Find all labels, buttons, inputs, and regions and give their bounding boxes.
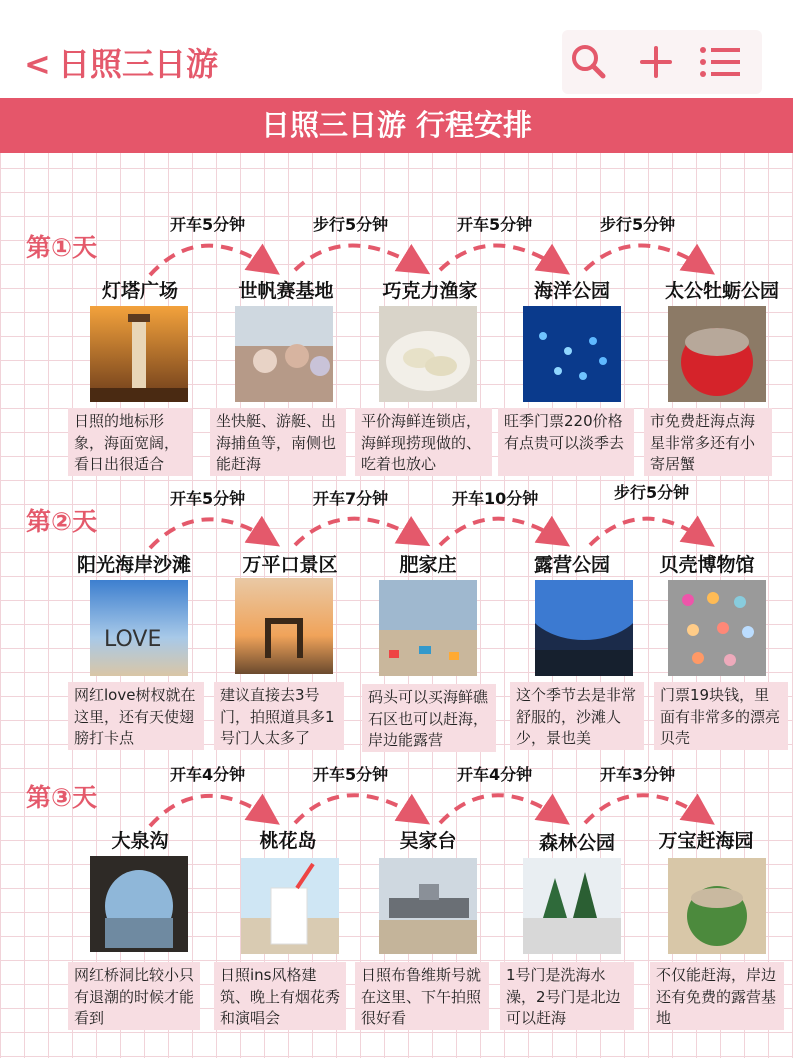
day-2-spot-1-photo[interactable] xyxy=(90,580,188,676)
day-3-spot-3-desc: 日照布鲁维斯号就在这里、下午拍照很好看 xyxy=(355,962,489,1030)
day-3-spot-2-photo[interactable] xyxy=(241,858,339,954)
day-2-spot-2-name: 万平口景区 xyxy=(242,554,338,576)
day-1-spot-3-desc: 平价海鲜连锁店，海鲜现捞现做的、吃着也放心 xyxy=(355,408,492,476)
day-2-transit-4: 步行5分钟 xyxy=(614,483,690,502)
day-1-spot-4-desc: 旺季门票220价格有点贵可以淡季去 xyxy=(498,408,634,476)
day-2-spot-1-name: 阳光海岸沙滩 xyxy=(76,554,191,576)
day-2-transit-3: 开车10分钟 xyxy=(452,489,539,508)
day-3-spot-5-name: 万宝赶海园 xyxy=(658,830,754,852)
day-3-transit-2: 开车5分钟 xyxy=(313,765,389,784)
day-2-spot-5-photo[interactable] xyxy=(668,580,766,676)
day-3-transit-1: 开车4分钟 xyxy=(170,765,246,784)
day-3-spot-3-name: 吴家台 xyxy=(399,830,457,852)
day-3-spot-3-photo[interactable] xyxy=(379,858,477,954)
day-2-spot-4-photo[interactable] xyxy=(535,580,633,676)
day-1-spot-2-desc: 坐快艇、游艇、出海捕鱼等，南侧也能赶海 xyxy=(210,408,346,476)
day-1-spot-3-photo[interactable] xyxy=(379,306,477,402)
day-2-transit-1: 开车5分钟 xyxy=(170,489,246,508)
day-1-transit-3: 开车5分钟 xyxy=(457,215,533,234)
day-3-transit-4: 开车3分钟 xyxy=(600,765,676,784)
plus-icon[interactable] xyxy=(634,42,678,82)
day-1-spot-1-desc: 日照的地标形象，海面宽阔，看日出很适合 xyxy=(68,408,192,476)
itinerary-banner xyxy=(0,98,793,153)
day-1-spot-2-name: 世帆赛基地 xyxy=(238,280,334,302)
day-3-spot-2-desc: 日照ins风格建筑、晚上有烟花秀和演唱会 xyxy=(214,962,346,1030)
day-2-spot-3-photo[interactable] xyxy=(379,580,477,676)
page-title: 日照三日游 xyxy=(58,45,219,83)
menu-list-icon[interactable] xyxy=(698,42,742,82)
day-1-label: 第①天 xyxy=(26,233,98,262)
svg-text:LOVE: LOVE xyxy=(104,627,162,652)
day-2-spot-2-photo[interactable] xyxy=(235,578,333,674)
day-1-spot-1-photo[interactable] xyxy=(90,306,188,402)
day-1-transit-1: 开车5分钟 xyxy=(170,215,246,234)
day-3-spot-1-name: 大泉沟 xyxy=(111,830,169,852)
banner-title: 日照三日游 行程安排 xyxy=(260,108,533,142)
day-3-spot-5-photo[interactable] xyxy=(668,858,766,954)
day-3-spot-4-name: 森林公园 xyxy=(538,832,615,854)
day-1-spot-4-photo[interactable] xyxy=(523,306,621,402)
top-bar xyxy=(0,0,793,98)
day-3-spot-4-desc: 1号门是洗海水澡，2号门是北边可以赶海 xyxy=(500,962,634,1030)
day-2-spot-4-name: 露营公园 xyxy=(533,554,610,576)
toolbar-actions xyxy=(562,30,762,94)
day-2-spot-2-desc: 建议直接去3号门，拍照道具多1号门人太多了 xyxy=(214,682,344,750)
day-2-label: 第②天 xyxy=(26,507,98,536)
day-1-spot-5-name: 太公牡蛎公园 xyxy=(664,280,779,302)
day-3-label: 第③天 xyxy=(26,783,98,812)
day-1-spot-4-name: 海洋公园 xyxy=(533,280,610,302)
day-2-spot-5-name: 贝壳博物馆 xyxy=(659,554,755,576)
search-icon[interactable] xyxy=(568,42,612,82)
day-1-transit-2: 步行5分钟 xyxy=(313,215,389,234)
day-2-spot-5-desc: 门票19块钱，里面有非常多的漂亮贝壳 xyxy=(654,682,788,750)
day-1-transit-4: 步行5分钟 xyxy=(600,215,676,234)
day-3-spot-1-desc: 网红桥洞比较小只有退潮的时候才能看到 xyxy=(68,962,200,1030)
day-2-spot-4-desc: 这个季节去是非常舒服的，沙滩人少，景也美 xyxy=(510,682,644,750)
day-3-spot-4-photo[interactable] xyxy=(523,858,621,954)
day-1-spot-2-photo[interactable] xyxy=(235,306,333,402)
day-1-spot-5-desc: 市免费赶海点海星非常多还有小寄居蟹 xyxy=(644,408,772,476)
day-3-spot-5-desc: 不仅能赶海，岸边还有免费的露营基地 xyxy=(650,962,784,1030)
day-2-spot-1-desc: 网红love树杈就在这里，还有天使翅膀打卡点 xyxy=(68,682,204,750)
day-3-transit-3: 开车4分钟 xyxy=(457,765,533,784)
day-1-spot-1-name: 灯塔广场 xyxy=(101,280,178,302)
day-2-spot-3-desc: 码头可以买海鲜礁石区也可以赶海，岸边能露营 xyxy=(362,684,496,752)
day-2-spot-3-name: 肥家庄 xyxy=(399,554,457,576)
day-3-spot-2-name: 桃花岛 xyxy=(259,830,317,852)
day-2-transit-2: 开车7分钟 xyxy=(313,489,389,508)
day-1-spot-5-photo[interactable] xyxy=(668,306,766,402)
day-3-spot-1-photo[interactable] xyxy=(90,856,188,952)
chevron-left-icon[interactable]: < xyxy=(24,45,51,83)
day-1-spot-3-name: 巧克力渔家 xyxy=(382,280,478,302)
